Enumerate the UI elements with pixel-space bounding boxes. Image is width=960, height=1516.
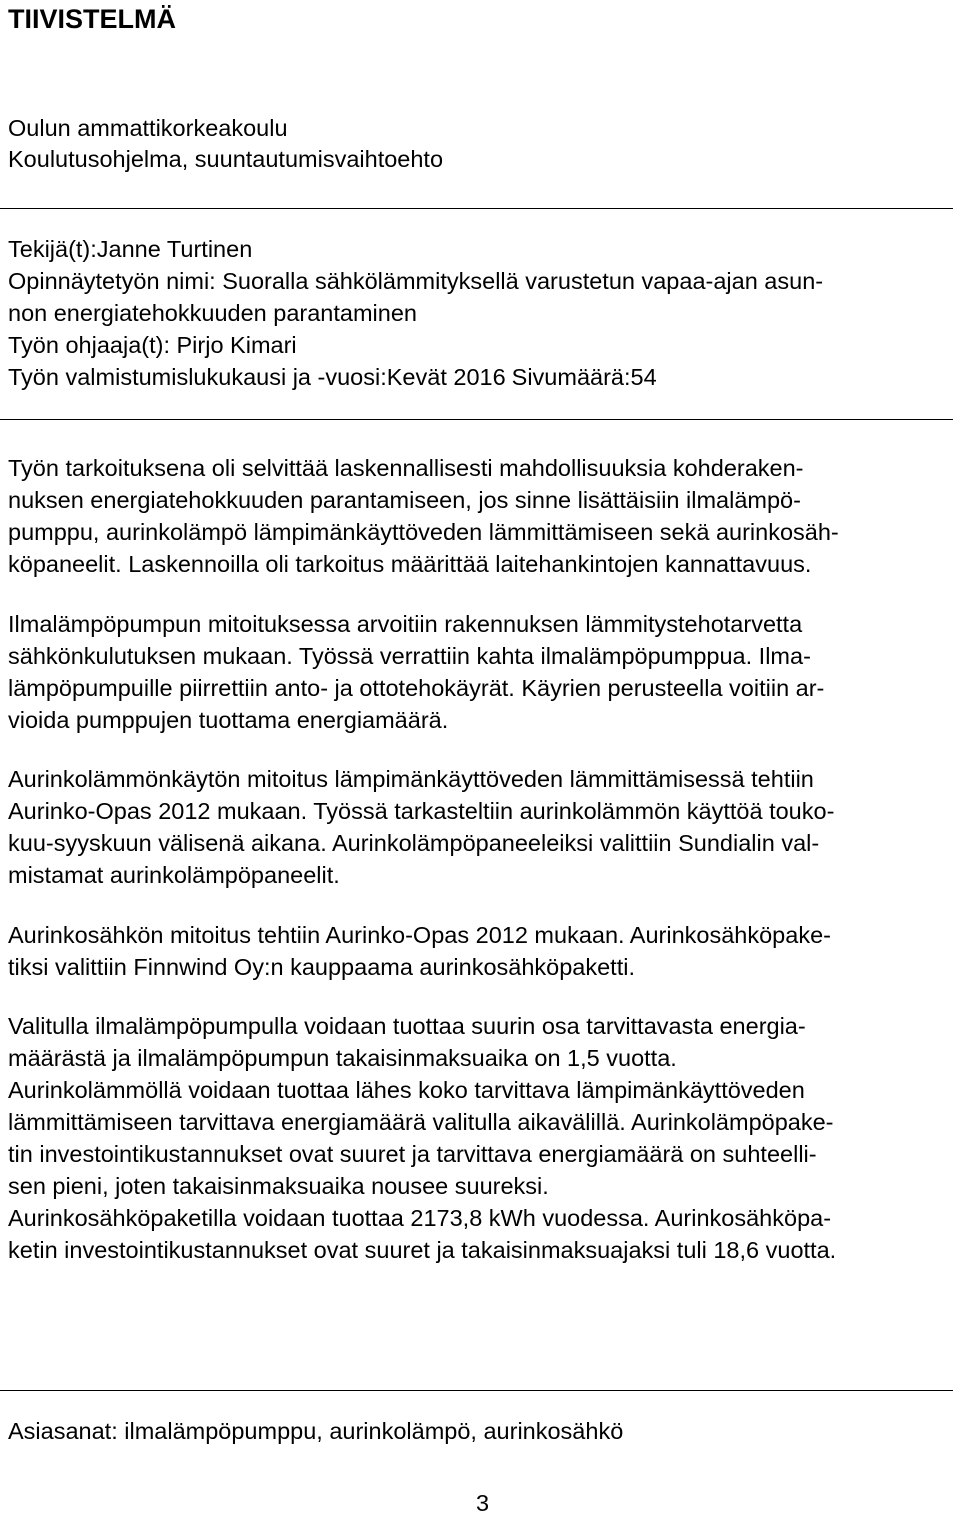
abstract-line: vioida pumppujen tuottama energiamäärä. bbox=[8, 707, 449, 733]
abstract-line: tiksi valittiin Finnwind Oy:n kauppaama aurinkosähköpaketti. bbox=[8, 954, 635, 980]
page-count: Sivumäärä:54 bbox=[511, 364, 657, 390]
abstract-line: Valitulla ilmalämpöpumpulla voidaan tuottaa suurin osa tarvittavasta energia- bbox=[8, 1013, 806, 1039]
abstract-line: sen pieni, joten takaisinmaksuaika nousee suureksi. bbox=[8, 1173, 549, 1199]
school-name: Oulun ammattikorkeakoulu bbox=[8, 115, 288, 141]
completion-label: Työn valmistumislukukausi ja -vuosi: bbox=[8, 364, 387, 390]
abstract-line: Aurinkolämmönkäytön mitoitus lämpimänkäyttöveden lämmittämisessä tehtiin bbox=[8, 766, 814, 792]
page-number: 3 bbox=[476, 1490, 490, 1516]
abstract-line: nuksen energiatehokkuuden parantamiseen, jos sinne lisättäisiin ilmalämpö- bbox=[8, 487, 801, 513]
abstract-line: määrästä ja ilmalämpöpumpun takaisinmaksuaika on 1,5 vuotta. bbox=[8, 1045, 677, 1071]
thesis-title-line: Opinnäytetyön nimi: Suoralla sähkölämmityksellä varustetun vapaa-ajan asun- bbox=[8, 268, 824, 294]
abstract-line: lämmittämiseen tarvittava energiamäärä valitulla aikavälillä. Aurinkolämpöpake- bbox=[8, 1109, 834, 1135]
divider-middle bbox=[0, 419, 953, 420]
author-line: Tekijä(t):Janne Turtinen bbox=[8, 236, 253, 262]
abstract-line: mistamat aurinkolämpöpaneelit. bbox=[8, 862, 340, 888]
page-heading: TIIVISTELMÄ bbox=[8, 4, 176, 34]
abstract-line: kuu-syyskuun välisenä aikana. Aurinkolämpöpaneeleiksi valittiin Sundialin val- bbox=[8, 830, 820, 856]
keywords-line: Asiasanat: ilmalämpöpumppu, aurinkolämpö, aurinkosähkö bbox=[8, 1418, 624, 1444]
divider-bottom bbox=[0, 1390, 953, 1391]
divider-top bbox=[0, 208, 953, 209]
abstract-line: Aurinkosähkön mitoitus tehtiin Aurinko-Opas 2012 mukaan. Aurinkosähköpake- bbox=[8, 922, 831, 948]
abstract-line: lämpöpumpuille piirrettiin anto- ja ottotehokäyrät. Käyrien perusteella voitiin ar- bbox=[8, 675, 825, 701]
abstract-line: Aurinko-Opas 2012 mukaan. Työssä tarkasteltiin aurinkolämmön käyttöä touko- bbox=[8, 798, 835, 824]
abstract-line: Työn tarkoituksena oli selvittää laskennallisesti mahdollisuuksia kohderaken- bbox=[8, 455, 804, 481]
abstract-line: köpaneelit. Laskennoilla oli tarkoitus määrittää laitehankintojen kannattavuus. bbox=[8, 551, 812, 577]
abstract-line: Ilmalämpöpumpun mitoituksessa arvoitiin rakennuksen lämmitystehotarvetta bbox=[8, 611, 803, 637]
completion-line bbox=[8, 366, 657, 390]
degree-program: Koulutusohjelma, suuntautumisvaihtoehto bbox=[8, 146, 444, 172]
abstract-line: Aurinkosähköpaketilla voidaan tuottaa 2173,8 kWh vuodessa. Aurinkosähköpa- bbox=[8, 1205, 832, 1231]
abstract-line: tin investointikustannukset ovat suuret ja tarvittava energiamäärä on suhteelli- bbox=[8, 1141, 817, 1167]
thesis-title-line: non energiatehokkuuden parantaminen bbox=[8, 300, 417, 326]
supervisor-line: Työn ohjaaja(t): Pirjo Kimari bbox=[8, 332, 297, 358]
completion-value: Kevät 2016 bbox=[386, 364, 506, 390]
abstract-line: sähkönkulutuksen mukaan. Työssä verrattiin kahta ilmalämpöpumppua. Ilma- bbox=[8, 643, 811, 669]
abstract-line: pumppu, aurinkolämpö lämpimänkäyttöveden lämmittämiseen sekä aurinkosäh- bbox=[8, 519, 839, 545]
abstract-line: Aurinkolämmöllä voidaan tuottaa lähes koko tarvittava lämpimänkäyttöveden bbox=[8, 1077, 805, 1103]
abstract-line: ketin investointikustannukset ovat suuret ja takaisinmaksuajaksi tuli 18,6 vuotta. bbox=[8, 1237, 837, 1263]
